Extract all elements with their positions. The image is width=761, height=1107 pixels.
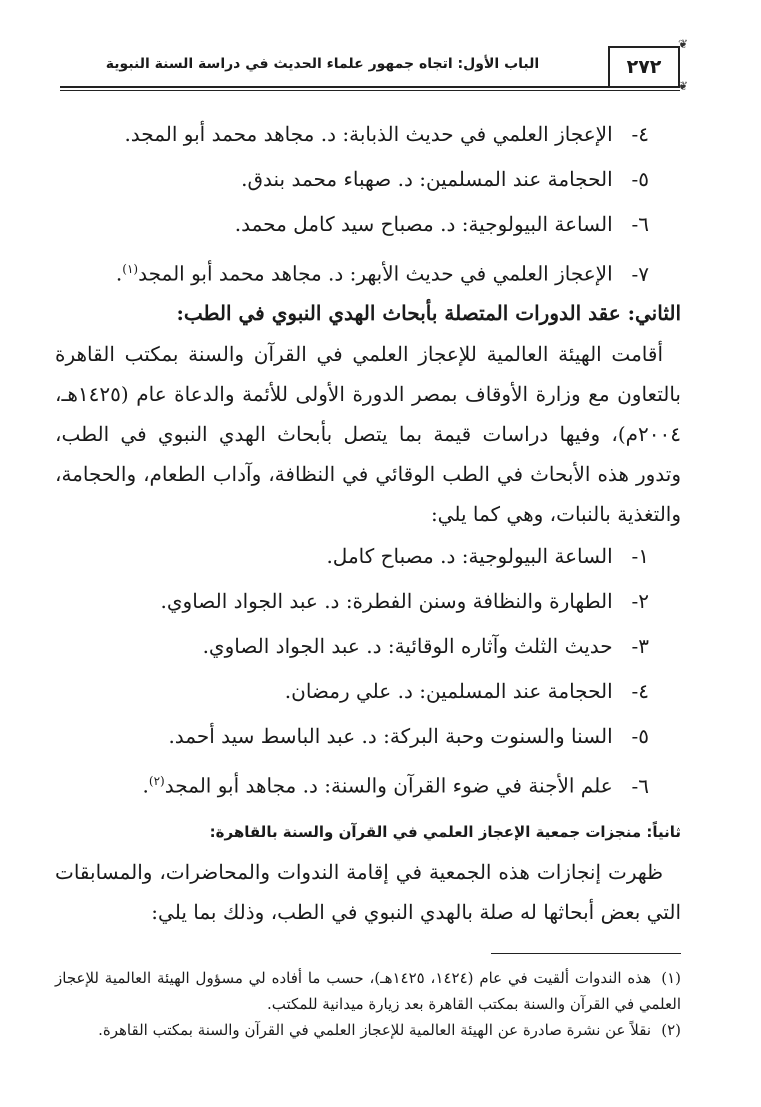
body-paragraph: أقامت الهيئة العالمية للإعجاز العلمي في القرآن والسنة بمكتب القاهرة بالتعاون مع وزارة الأوقاف بمصر الدورة الأولى للأئمة والدعاة عام (١٤٢٥هـ، ٢٠٠٤م)، وفيها دراسات قيمة بما يتصل بأبحاث الهدي النبوي في الطب، وتدور هذه الأبحاث في الطب الوقائي في النظافة، وآداب الطعام، والحجامة، والتغذية بالنبات، وهي كما يلي: [55, 342, 681, 526]
list-item: ٦- علم الأجنة في ضوء القرآن والسنة: د. مجاهد أبو المجد$^{(٢)}$. [142, 773, 649, 798]
list-item: ٤- الحجامة عند المسلمين: د. علي رمضان. [284, 679, 649, 703]
footnote: (١)هذه الندوات ألقيت في عام (١٤٢٤، ١٤٢٥هـ)، حسب ما أفاده لي مسؤول الهيئة العالمية للإعجاز العلمي في القرآن والسنة بمكتب القاهرة بعد زيارة ميدانية للمكتب. [55, 969, 681, 1013]
footnote-divider [491, 953, 681, 954]
footnote-ref: (١) [122, 262, 139, 276]
page-header [60, 37, 688, 93]
footnotes [55, 965, 681, 1043]
list-item: ٥- الحجامة عند المسلمين: د. صهباء محمد بندق. [241, 167, 649, 191]
list-item: ٣- حديث الثلث وآثاره الوقائية: د. عبد الجواد الصاوي. [202, 634, 649, 658]
list-item: ١- الساعة البيولوجية: د. مصباح كامل. [326, 544, 649, 568]
flourish-icon: ❦ [677, 79, 688, 93]
flourish-icon: ❦ [677, 37, 688, 51]
header-divider [60, 86, 680, 88]
list-item: ٢- الطهارة والنظافة وسنن الفطرة: د. عبد الجواد الصاوي. [160, 589, 649, 613]
footnote: (٢)نقلاً عن نشرة صادرة عن الهيئة العالمية للإعجاز العلمي في القرآن والسنة بمكتب القاهرة. [98, 1021, 681, 1039]
list-item: ٧- الإعجاز العلمي في حديث الأبهر: د. مجاهد محمد أبو المجد$^{(١)}$. [115, 261, 649, 286]
section-subheading: الثاني: عقد الدورات المتصلة بأبحاث الهدي النبوي في الطب: [176, 301, 681, 325]
list-item: ٥- السنا والسنوت وحبة البركة: د. عبد الباسط سيد أحمد. [168, 724, 649, 748]
page-body [55, 112, 681, 932]
footnote-ref: (٢) [148, 774, 165, 788]
section-heading: ثانياً: منجزات جمعية الإعجاز العلمي في القرآن والسنة بالقاهرة: [209, 823, 681, 841]
list-item: ٤- الإعجاز العلمي في حديث الذبابة: د. مجاهد محمد أبو المجد. [124, 122, 649, 146]
header-divider-thin [60, 90, 680, 91]
list-item: ٦- الساعة البيولوجية: د. مصباح سيد كامل محمد. [234, 212, 649, 236]
body-paragraph: ظهرت إنجازات هذه الجمعية في إقامة الندوات والمحاضرات، والمسابقات التي بعض أبحاثها له صلة بالهدي النبوي في الطب، وذلك بما يلي: [55, 860, 681, 924]
page-number: ٢٧٢ [608, 46, 680, 86]
chapter-title: الباب الأول: اتجاه جمهور علماء الحديث في دراسة السنة النبوية [105, 56, 540, 72]
